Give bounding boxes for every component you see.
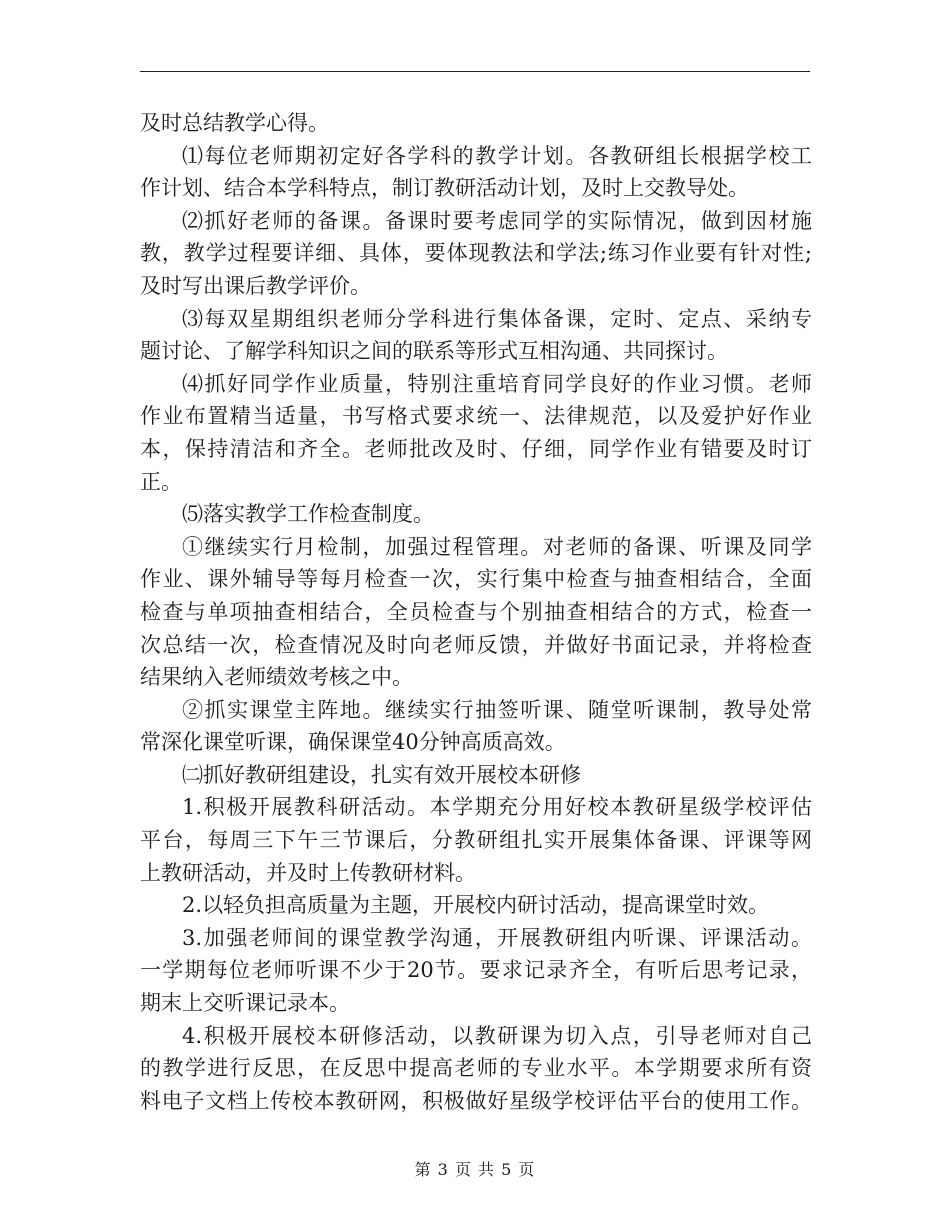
text-line: ㈡抓好教研组建设，扎实有效开展校本研修 xyxy=(182,762,581,787)
text-line: 一学期每位老师听课不少于20节。要求记录齐全，有听后思考记录， xyxy=(140,958,812,983)
text-line: 检查与单项抽查相结合，全员检查与个别抽查相结合的方式，检查一 xyxy=(140,599,812,624)
text-line: 本，保持清洁和齐全。老师批改及时、仔细，同学作业有错要及时订 xyxy=(140,436,812,461)
text-line: 期末上交听课记录本。 xyxy=(140,991,350,1016)
text-line: ⑴每位老师期初定好各学科的教学计划。各教研组长根据学校工 xyxy=(182,143,812,168)
page-footer: 第 3 页 共 5 页 xyxy=(414,1160,536,1179)
text-line: 3.加强老师间的课堂教学沟通，开展教研组内听课、评课活动。 xyxy=(182,925,812,950)
text-line: 1.积极开展教科研活动。本学期充分用好校本教研星级学校评估 xyxy=(182,795,812,820)
text-line: ⑸落实教学工作检查制度。 xyxy=(182,502,434,527)
header-rule xyxy=(140,71,810,72)
text-line: 作业布置精当适量，书写格式要求统一、法律规范，以及爱护好作业 xyxy=(140,404,812,429)
text-line: 上教研活动，并及时上传教研材料。 xyxy=(140,860,476,885)
text-line: 教，教学过程要详细、具体，要体现教法和学法;练习作业要有针对性; xyxy=(140,241,812,266)
text-line: 作计划、结合本学科特点，制订教研活动计划，及时上交教导处。 xyxy=(140,176,749,201)
text-line: ⑵抓好老师的备课。备课时要考虑同学的实际情况，做到因材施 xyxy=(182,208,812,233)
text-line: ⑷抓好同学作业质量，特别注重培育同学良好的作业习惯。老师 xyxy=(182,371,812,396)
text-line: ①继续实行月检制，加强过程管理。对老师的备课、听课及同学 xyxy=(182,534,812,559)
text-line: 及时总结教学心得。 xyxy=(140,111,329,135)
text-line: ⑶每双星期组织老师分学科进行集体备课，定时、定点、采纳专 xyxy=(182,306,812,331)
text-line: 次总结一次，检查情况及时向老师反馈，并做好书面记录，并将检查 xyxy=(140,632,812,657)
text-line: 料电子文档上传校本教研网，积极做好星级学校评估平台的使用工作。 xyxy=(140,1088,812,1113)
text-line: 4.积极开展校本研修活动，以教研课为切入点，引导老师对自己 xyxy=(182,1023,812,1048)
text-line: 2.以轻负担高质量为主题，开展校内研讨活动，提高课堂时效。 xyxy=(182,893,770,918)
text-line: 作业、课外辅导等每月检查一次，实行集中检查与抽查相结合，全面 xyxy=(140,567,812,592)
text-line: ②抓实课堂主阵地。继续实行抽签听课、随堂听课制，教导处常 xyxy=(182,697,812,722)
text-line: 平台，每周三下午三节课后，分教研组扎实开展集体备课、评课等网 xyxy=(140,828,812,853)
text-line: 的教学进行反思，在反思中提高老师的专业水平。本学期要求所有资 xyxy=(140,1056,812,1081)
text-line: 常深化课堂听课，确保课堂40分钟高质高效。 xyxy=(140,730,566,755)
document-body xyxy=(140,107,812,1117)
text-line: 结果纳入老师绩效考核之中。 xyxy=(140,665,413,690)
text-line: 及时写出课后教学评价。 xyxy=(140,273,371,298)
text-line: 正。 xyxy=(140,469,182,494)
text-line: 题讨论、了解学科知识之间的联系等形式互相沟通、共同探讨。 xyxy=(140,339,728,364)
